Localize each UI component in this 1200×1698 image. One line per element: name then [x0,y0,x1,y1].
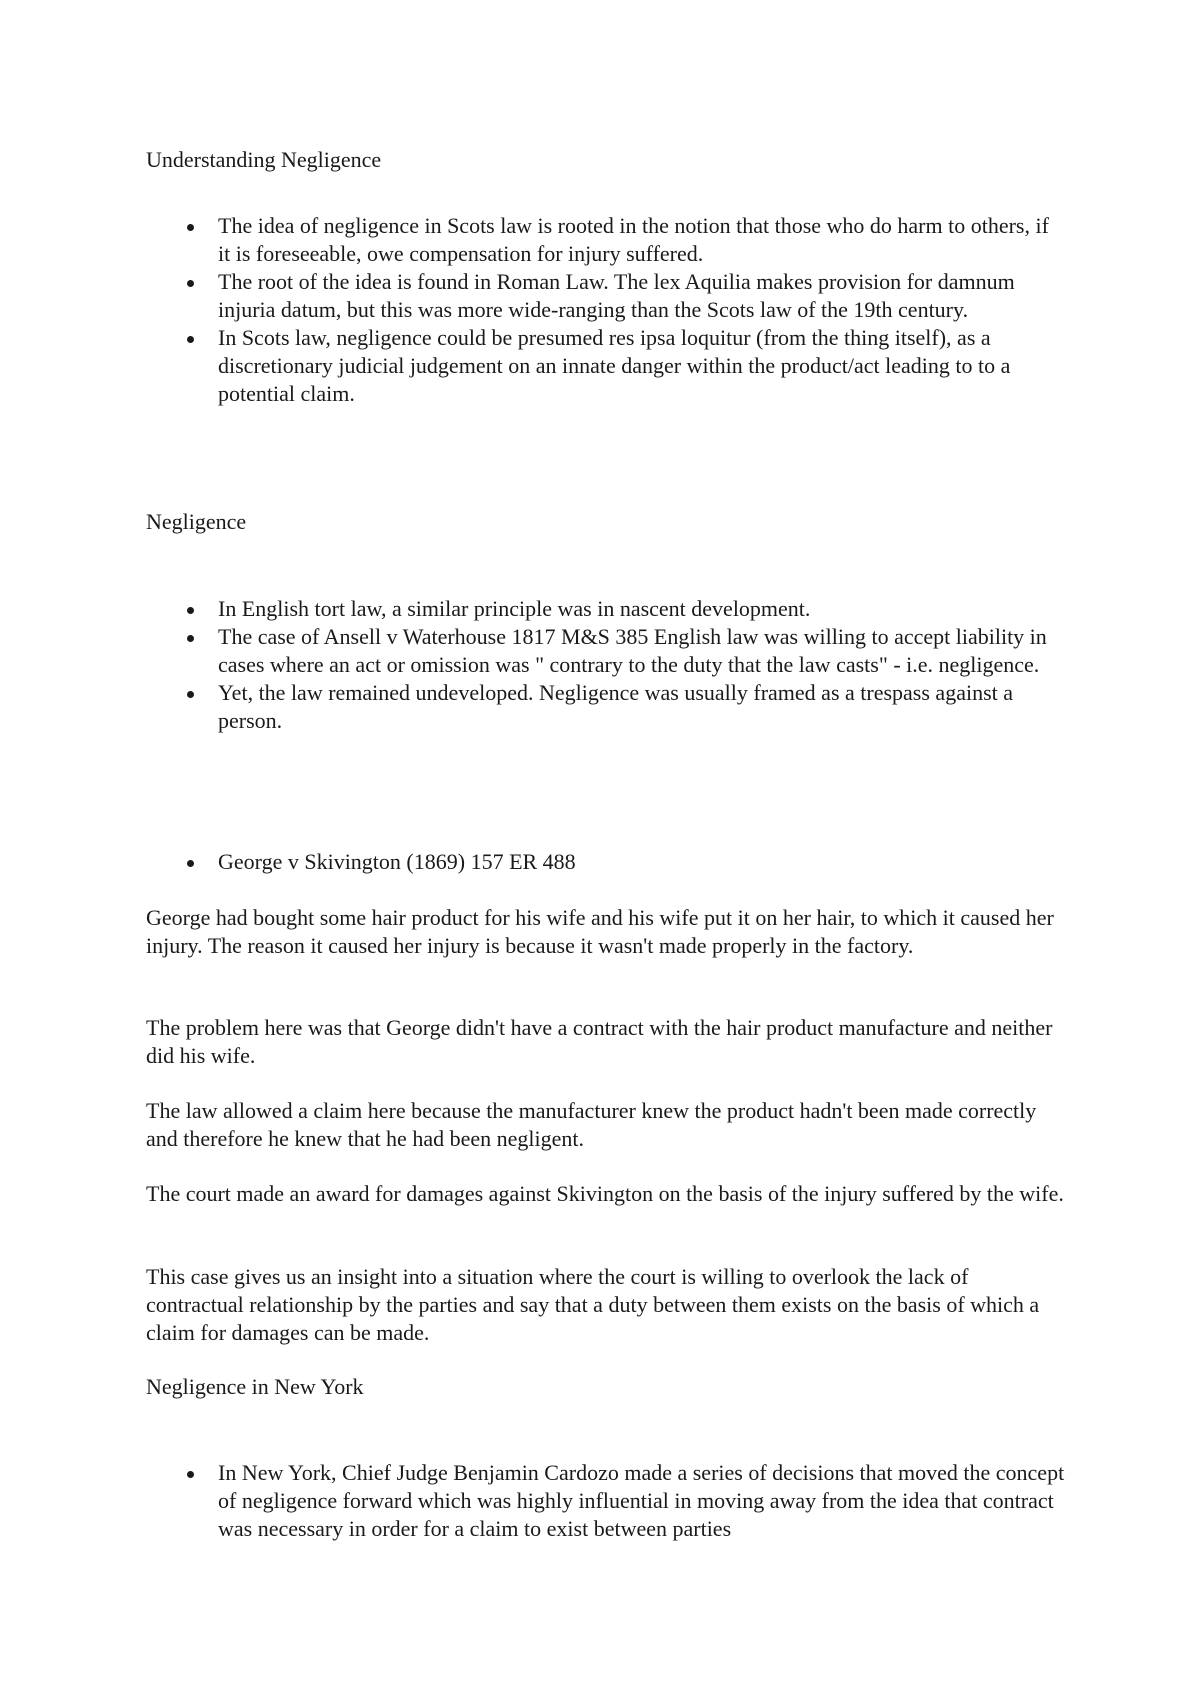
list-item [146,1459,1066,1543]
bullet-list-understanding [146,212,1066,408]
bullet-icon [187,336,194,343]
list-item-text: George v Skivington (1869) 157 ER 488 [218,849,576,874]
list-item-text: Yet, the law remained undeveloped. Negligence was usually framed as a trespass against a person. [218,680,1014,733]
list-item [146,623,1066,679]
list-item-text: In New York, Chief Judge Benjamin Cardozo made a series of decisions that moved the concept of negligence forward which was highly influential in moving away from the idea that contract was necessary in order for a claim to exist between parties [218,1460,1065,1541]
paragraph-case-insight: This case gives us an insight into a situation where the court is willing to overlook the lack of contractual relationship by the parties and say that a duty between them exists on the basis of which a claim for damages can be made. [146,1264,1040,1345]
paragraph-no-contract: The problem here was that George didn't have a contract with the hair product manufacture and neither did his wife. [146,1015,1053,1068]
paragraph-george-facts: George had bought some hair product for his wife and his wife put it on her hair, to which it caused her injury. The reason it caused her injury is because it wasn't made properly in the factory. [146,905,1054,958]
list-item-text: In Scots law, negligence could be presumed res ipsa loquitur (from the thing itself), as a discretionary judicial judgement on an innate danger within the product/act leading to to a potential claim. [218,325,1011,406]
bullet-list-negligence [146,595,1066,735]
bullet-icon [187,224,194,231]
paragraph-claim-allowed: The law allowed a claim here because the manufacturer knew the product hadn't been made correctly and therefore he knew that he had been negligent. [146,1098,1037,1151]
list-item-text: In English tort law, a similar principle was in nascent development. [218,596,811,621]
bullet-list-new-york [146,1459,1066,1543]
bullet-icon [187,860,194,867]
list-item-text: The root of the idea is found in Roman Law. The lex Aquilia makes provision for damnum injuria datum, but this was more wide-ranging than the Scots law of the 19th century. [218,269,1015,322]
heading-understanding-negligence: Understanding Negligence [146,147,382,172]
bullet-list-george-case [146,848,1066,876]
list-item [146,679,1066,735]
list-item [146,848,1066,876]
bullet-icon [187,635,194,642]
list-item [146,268,1066,324]
list-item [146,212,1066,268]
list-item-text: The idea of negligence in Scots law is rooted in the notion that those who do harm to others, if it is foreseeable, owe compensation for injury suffered. [218,213,1049,266]
bullet-icon [187,607,194,614]
bullet-icon [187,691,194,698]
list-item [146,324,1066,408]
list-item [146,595,1066,623]
bullet-icon [187,1471,194,1478]
heading-negligence: Negligence [146,509,247,534]
bullet-icon [187,280,194,287]
heading-negligence-new-york: Negligence in New York [146,1374,364,1399]
paragraph-damages-award: The court made an award for damages against Skivington on the basis of the injury suffered by the wife. [146,1181,1064,1206]
list-item-text: The case of Ansell v Waterhouse 1817 M&S 385 English law was willing to accept liability in cases where an act or omission was " contrary to the duty that the law casts" - i.e. negligence. [218,624,1047,677]
